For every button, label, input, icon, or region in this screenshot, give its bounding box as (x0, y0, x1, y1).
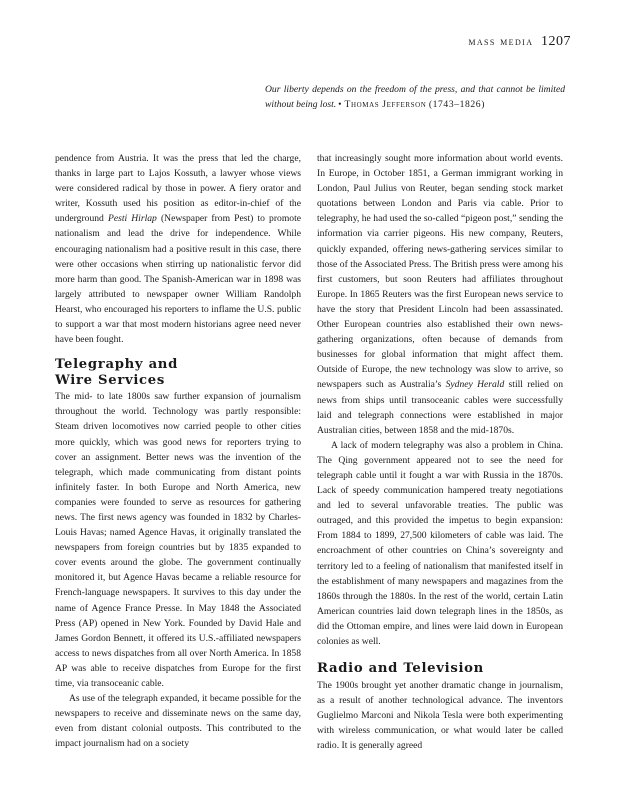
epigraph (265, 82, 565, 112)
section-heading-radio: Radio and Television (317, 661, 484, 677)
paragraph-text: still relied on news from ships until transoceanic cables were successfully laid and telegraph connections were established in major Australian cities, between 1858 and the mid-1870s. (317, 379, 563, 436)
left-column (55, 151, 301, 751)
paragraph (55, 151, 301, 347)
paragraph (317, 151, 563, 438)
right-column (317, 151, 563, 753)
epigraph-author: Thomas Jefferson (344, 99, 427, 110)
paragraph: The mid- to late 1800s saw further expansion of journalism throughout the world. Technology was partly responsible: Steam driven locomotives now carried people to other cities more quickly, which was good news for reporters trying to cover an assignment. Better news was the invention of the telegraph, which made communicating from distant points infinitely faster. In both Europe and North America, new companies were founded to serve as resources for gathering news. The first news agency was founded in 1832 by Charles-Louis Havas; named Agence Havas, it originally translated the newspapers from foreign countries but by 1835 expanded to cover events around the globe. The government continually monitored it, but Agence Havas became a reliable resource for French-language newspapers. It survives to this day under the name of Agence France Presse. In May 1848 the Associated Press (AP) opened in New York. Founded by David Hale and James Gordon Bennett, it offered its U.S.-affiliated newspapers access to news dispatches from all over North America. In 1858 AP was able to receive dispatches from Europe for the first time, via transoceanic cable. (55, 391, 301, 689)
paragraph: The 1900s brought yet another dramatic change in journalism, as a result of another technological advance. The inventors Guglielmo Marconi and Nikola Tesla were both experimenting with wireless communication, or what would later be called radio. It is generally agreed (317, 679, 563, 751)
heading-line: Telegraphy and (55, 357, 179, 373)
heading-line: Wire Services (55, 372, 165, 388)
epigraph-quote: Our liberty depends on the freedom of the press, and that cannot be limited without being lost. (265, 84, 565, 110)
running-head (468, 34, 571, 50)
page-number: 1207 (541, 34, 571, 49)
paragraph: As use of the telegraph expanded, it became possible for the newspapers to receive and disseminate news on the same day, even from distant colonial outposts. This contributed to the impact journalism had on a society (55, 693, 301, 750)
epigraph-dates: (1743–1826) (428, 99, 485, 110)
publication-title: Pesti Hirlap (107, 213, 157, 225)
paragraph: A lack of modern telegraphy was also a problem in China. The Qing government appeared not to see the need for telegraph cable until it fought a war with Russia in the 1870s. Lack of speedy communication hampered treaty negotiations and led to several unfavorable treaties. The public was outraged, and this provided the impetus to begin expansion: From 1884 to 1899, 27,500 kilometers of cable was laid. The encroachment of other countries on China’s sovereignty and territory led to a feeling of nationalism that manifested itself in the establishment of many newspapers and magazines from the 1860s through the 1880s. In the rest of the world, certain Latin American countries laid down telegraph lines in the 1850s, as did the Ottoman empire, and lines were laid down in European colonies as well. (317, 439, 563, 647)
section-heading-telegraphy (55, 357, 301, 388)
paragraph-text: that increasingly sought more information about world events. In Europe, in October 1851, a German immigrant working in London, Paul Julius von Reuter, began sending stock market quotations between London and Paris via cable. Prior to telegraphy, he had used the so-called “pigeon post,” sending the information via carrier pigeons. His new company, Reuters, quickly expanded, offering news-gathering services similar to those of the Associated Press. The British press were among his first customers, but soon Reuters had affiliates throughout Europe. In 1865 Reuters was the first European news service to have the story that President Lincoln had been assassinated. Other European countries also established their own news-gathering organizations, often because of demands from businesses for global information that might affect them. Outside of Europe, the new technology was slow to arrive, so newspapers such as Australia’s (317, 153, 563, 391)
running-head-section: mass media (468, 34, 534, 48)
paragraph-text: (Newspaper from Pest) to promote nationalism and lead the drive for independence. While encouraging nationalism had a positive result in this case, there were other occasions when stirring up nationalistic fervor did more harm than good. The Spanish-American war in 1898 was largely attributed to newspaper owner William Randolph Hearst, who encouraged his reporters to inflame the U.S. public to support a war that most modern historians agree need never have been fought. (55, 213, 302, 346)
bullet-separator: • (338, 99, 342, 110)
paragraph-text: pendence from Austria. It was the press that led the charge, thanks in large part to Lajos Kossuth, a lawyer whose views were considered radical by those in power. A fiery orator and writer, Kossuth used his position as editor-in-chief of the underground (55, 153, 301, 225)
publication-title: Sydney Herald (445, 379, 505, 391)
